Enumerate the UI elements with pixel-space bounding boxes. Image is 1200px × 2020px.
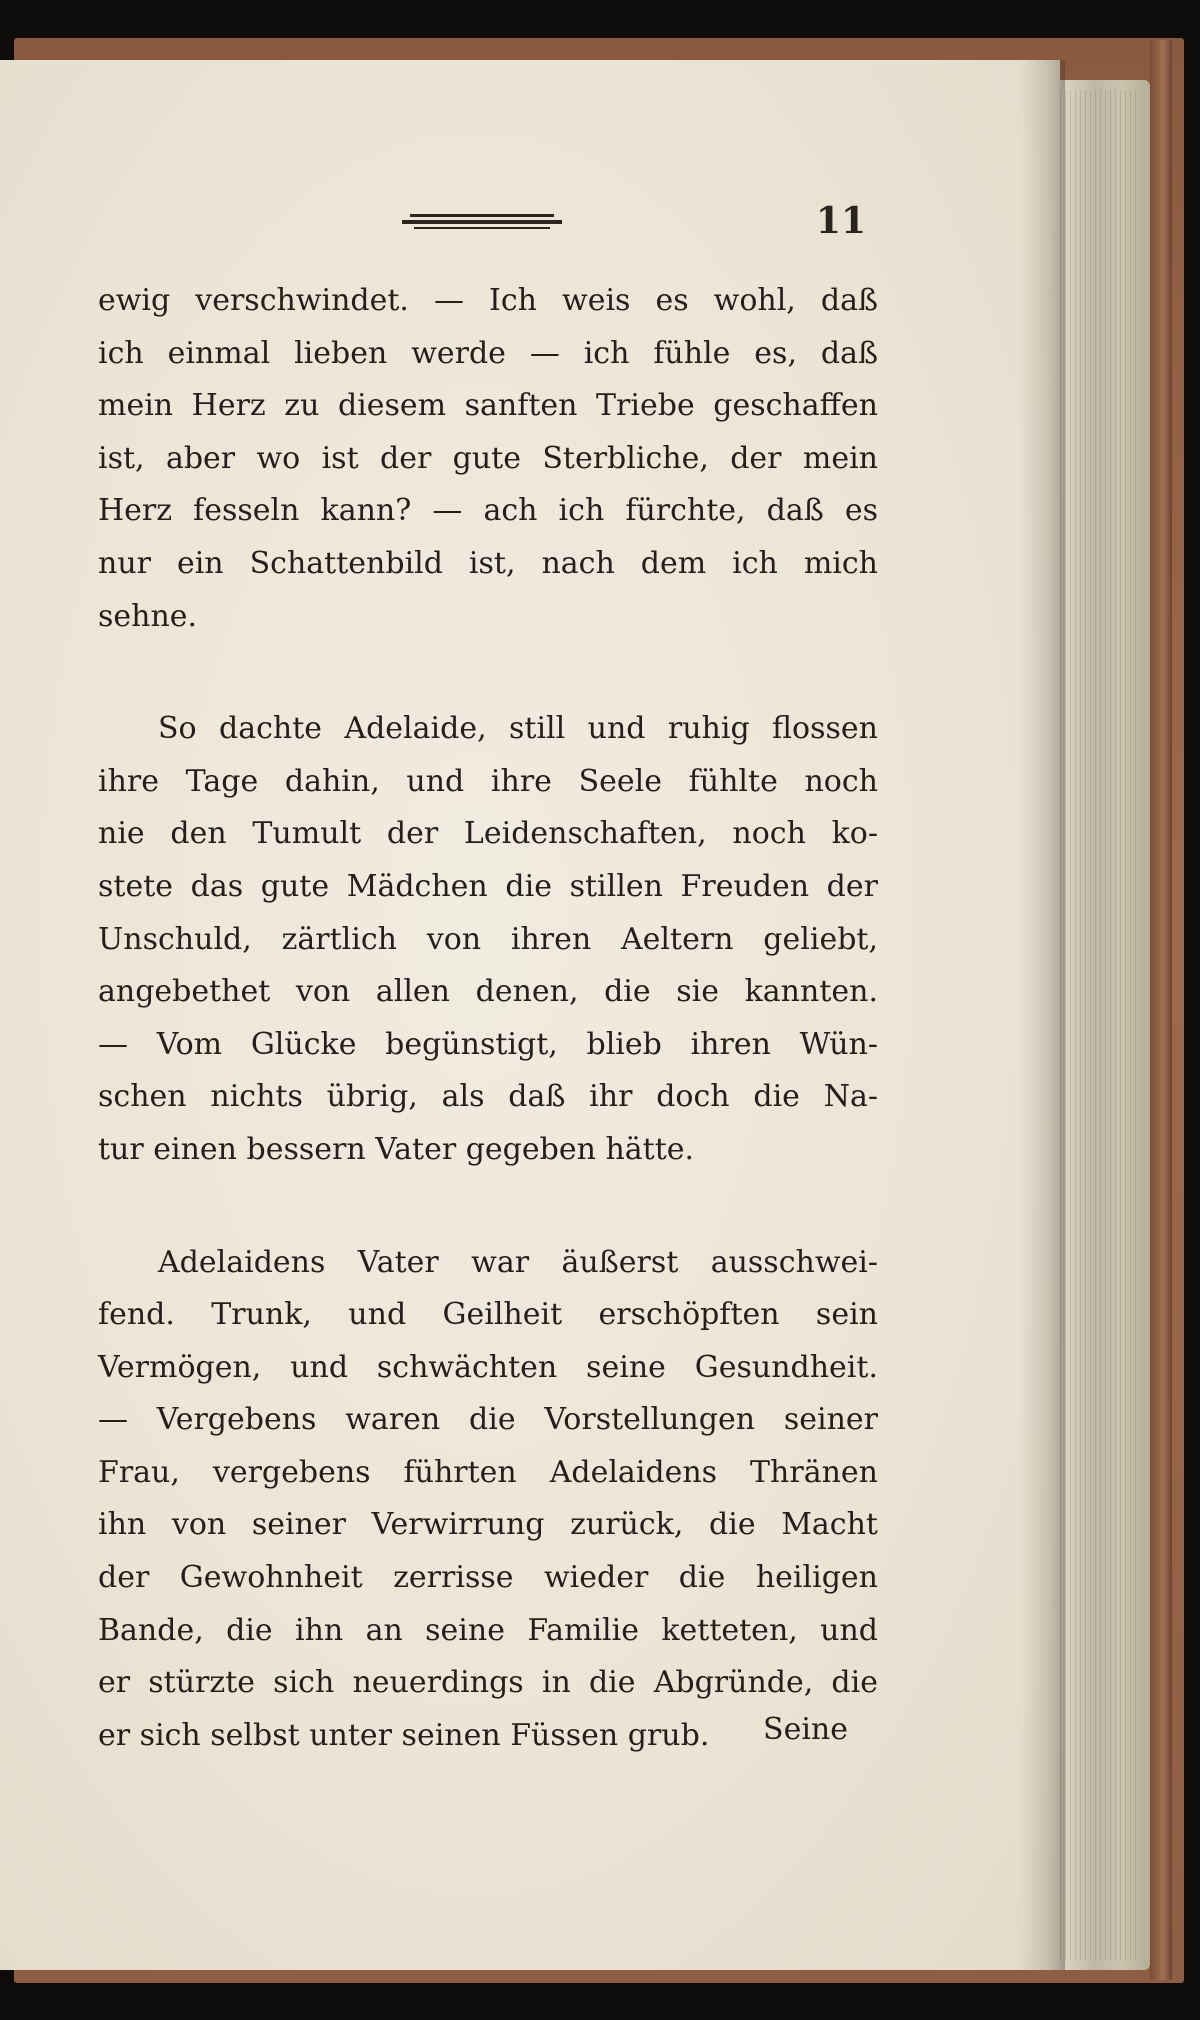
page-gutter-shadow bbox=[1020, 60, 1065, 1970]
text-line: angebethet von allen denen, die sie kannten. bbox=[98, 974, 878, 1010]
cover-edge bbox=[1150, 40, 1172, 1980]
text-line: fend. Trunk, und Geilheit erschöpften sein bbox=[98, 1297, 878, 1333]
text-line: stete das gute Mädchen die stillen Freuden der bbox=[98, 868, 878, 904]
text-line: Unschuld, zärtlich von ihren Aeltern geliebt, bbox=[98, 921, 878, 957]
text-line: tur einen bessern Vater gegeben hätte. bbox=[98, 1131, 695, 1167]
text-line: sehne. bbox=[98, 598, 198, 634]
text-line: — Vergebens waren die Vorstellungen seiner bbox=[98, 1402, 878, 1438]
catchword: Seine bbox=[763, 1712, 848, 1747]
text-line: — Vom Glücke begünstigt, blieb ihren Wün- bbox=[98, 1026, 878, 1062]
text-line: schen nichts übrig, als daß ihr doch die Na- bbox=[98, 1079, 878, 1115]
text-line: Frau, vergebens führten Adelaidens Thränen bbox=[98, 1454, 878, 1490]
text-line: Adelaidens Vater war äußerst ausschwei- bbox=[158, 1244, 878, 1280]
text-line: Vermögen, und schwächten seine Gesundheit. bbox=[98, 1349, 878, 1385]
page-number: 11 bbox=[815, 200, 866, 242]
page-edges bbox=[1060, 90, 1140, 1960]
header-ornament-rule bbox=[402, 214, 562, 230]
page-body-text bbox=[98, 275, 878, 1762]
text-line: mein Herz zu diesem sanften Triebe geschaffen bbox=[98, 388, 878, 424]
text-line: Herz fesseln kann? — ach ich fürchte, daß es bbox=[98, 493, 878, 529]
text-line: nie den Tumult der Leidenschaften, noch ko- bbox=[98, 816, 878, 852]
text-line: nur ein Schattenbild ist, nach dem ich mich bbox=[98, 545, 878, 581]
text-line: ewig verschwindet. — Ich weis es wohl, daß bbox=[98, 283, 878, 318]
text-line: ihn von seiner Verwirrung zurück, die Macht bbox=[98, 1507, 878, 1543]
text-line: er sich selbst unter seinen Füssen grub. bbox=[98, 1717, 710, 1753]
text-line: ist, aber wo ist der gute Sterbliche, der mein bbox=[98, 440, 878, 476]
text-line: So dachte Adelaide, still und ruhig flossen bbox=[158, 711, 878, 747]
text-line: der Gewohnheit zerrisse wieder die heiligen bbox=[98, 1560, 878, 1596]
text-line: ihre Tage dahin, und ihre Seele fühlte noch bbox=[98, 763, 878, 799]
text-line: ich einmal lieben werde — ich fühle es, daß bbox=[98, 335, 878, 371]
text-line: er stürzte sich neuerdings in die Abgründe, die bbox=[98, 1665, 878, 1701]
text-line: Bande, die ihn an seine Familie ketteten, und bbox=[98, 1612, 878, 1648]
